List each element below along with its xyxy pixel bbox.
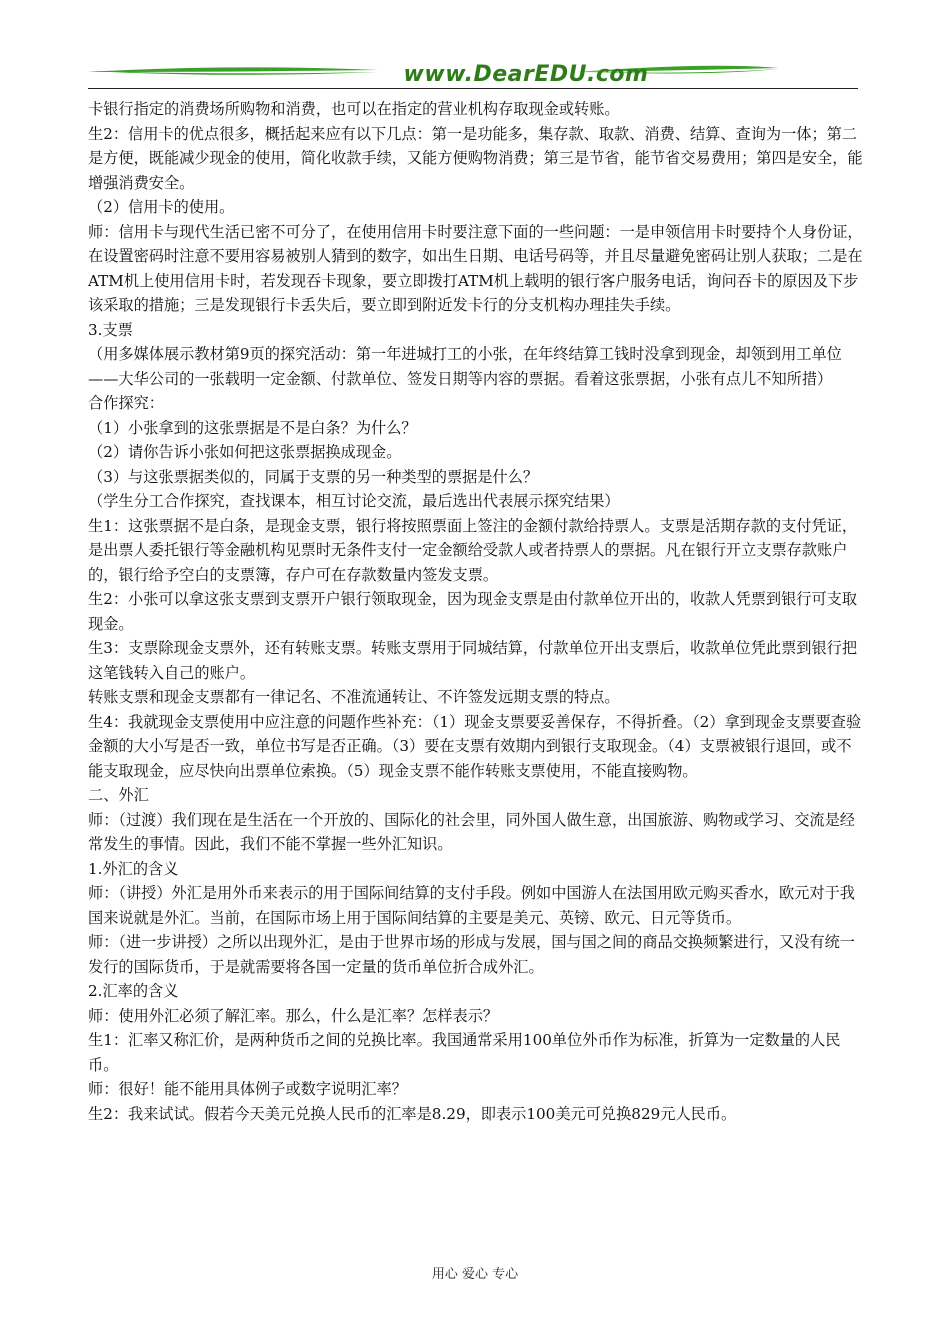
paragraph: （2）信用卡的使用。 bbox=[88, 198, 235, 216]
paragraph: 师：使用外汇必须了解汇率。那么，什么是汇率？怎样表示？ bbox=[88, 1006, 499, 1025]
paragraph: 卡银行指定的消费场所购物和消费，也可以在指定的营业机构存取现金或转账。 bbox=[88, 100, 620, 118]
paragraph: 师：信用卡与现代生活已密不可分了，在使用信用卡时要注意下面的一些问题：一是申领信用卡时要持个人身份证，在设置密码时注意不要用容易被别人猜到的数字，如出生日期、电话号码等，并且尽量避免密码让别人获取；二是在ATM机上使用信用卡时，若发现吞卡现象，要立即拨打ATM机上载明的银行客户服务电话，询问吞卡的原因及下步该采取的措施；三是发现银行卡丢失后，要立即到附近发卡行的分支机构办理挂失手续。 bbox=[88, 222, 863, 314]
paragraph: 生2：我来试试。假若今天美元兑换人民币的汇率是8.29，即表示100美元可兑换829元人民币。 bbox=[88, 1104, 737, 1123]
paragraph: （用多媒体展示教材第9页的探究活动：第一年进城打工的小张，在年终结算工钱时没拿到现金，却领到用工单位——大华公司的一张载明一定金额、付款单位、签发日期等内容的票据。看着这张票据，小张有点儿不知所措） bbox=[88, 345, 842, 388]
paragraph: 转账支票和现金支票都有一律记名、不准流通转让、不许签发远期支票的特点。 bbox=[88, 688, 620, 706]
page-footer: 用心 爱心 专心 bbox=[431, 1267, 519, 1282]
paragraph: 生1：这张票据不是白条，是现金支票，银行将按照票面上签注的金额付款给持票人。支票是活期存款的支付凭证，是出票人委托银行等金融机构见票时无条件支付一定金额给受款人或者持票人的票据。凡在银行开立支票存款账户的，银行给予空白的支票簿，存户可在存款数量内签发支票。 bbox=[88, 516, 858, 584]
page-header bbox=[88, 58, 858, 92]
paragraph: 1.外汇的含义 bbox=[88, 859, 179, 878]
paragraph: （2）请你告诉小张如何把这张票据换成现金。 bbox=[88, 443, 402, 461]
paragraph: 师：（讲授）外汇是用外币来表示的用于国际间结算的支付手段。例如中国游人在法国用欧元购买香水，欧元对于我国来说就是外汇。当前，在国际市场上用于国际间结算的主要是美元、英镑、欧元、日元等货币。 bbox=[88, 884, 855, 927]
paragraph: 3.支票 bbox=[88, 320, 133, 339]
paragraph: 师：（进一步讲授）之所以出现外汇，是由于世界市场的形成与发展，国与国之间的商品交换频繁进行，又没有统一发行的国际货币，于是就需要将各国一定量的货币单位折合成外汇。 bbox=[88, 933, 855, 976]
header-divider bbox=[88, 88, 858, 89]
document-body bbox=[88, 97, 863, 1126]
paragraph: 二、外汇 bbox=[88, 786, 149, 804]
paragraph: 2.汇率的含义 bbox=[88, 982, 179, 1000]
paragraph: 生2：小张可以拿这张支票到支票开户银行领取现金，因为现金支票是由付款单位开出的，收款人凭票到银行可支取现金。 bbox=[88, 590, 858, 633]
site-logo-text: www.DearEDU.com bbox=[403, 62, 649, 87]
paragraph: 师：很好！能不能用具体例子或数字说明汇率？ bbox=[88, 1080, 407, 1098]
paragraph: 生2：信用卡的优点很多，概括起来应有以下几点：第一是功能多，集存款、取款、消费、结算、查询为一体；第二是方便，既能减少现金的使用，简化收款手续，又能方便购物消费；第三是节省，能节省交易费用；第四是安全，能增强消费安全。 bbox=[88, 124, 863, 192]
paragraph: 师：（过渡）我们现在是生活在一个开放的、国际化的社会里，同外国人做生意，出国旅游、购物或学习、交流是经常发生的事情。因此，我们不能不掌握一些外汇知识。 bbox=[88, 810, 855, 853]
paragraph: 生4：我就现金支票使用中应注意的问题作些补充：（1）现金支票要妥善保存，不得折叠。（2）拿到现金支票要查验金额的大小写是否一致，单位书写是否正确。（3）要在支票有效期内到银行支取现金。（4）支票被银行退回，或不能支取现金，应尽快向出票单位索换。（5）现金支票不能作转账支票使用，不能直接购物。 bbox=[88, 712, 862, 780]
paragraph: （1）小张拿到的这张票据是不是白条？为什么？ bbox=[88, 418, 417, 437]
paragraph: （3）与这张票据类似的，同属于支票的另一种类型的票据是什么？ bbox=[88, 467, 539, 486]
paragraph: 生3：支票除现金支票外，还有转账支票。转账支票用于同城结算，付款单位开出支票后，收款单位凭此票到银行把这笔钱转入自己的账户。 bbox=[88, 639, 858, 682]
paragraph: 生1：汇率又称汇价，是两种货币之间的兑换比率。我国通常采用100单位外币作为标准，折算为一定数量的人民币。 bbox=[88, 1031, 841, 1074]
paragraph: 合作探究： bbox=[88, 394, 164, 412]
paragraph: （学生分工合作探究，查找课本，相互讨论交流，最后选出代表展示探究结果） bbox=[88, 492, 620, 510]
